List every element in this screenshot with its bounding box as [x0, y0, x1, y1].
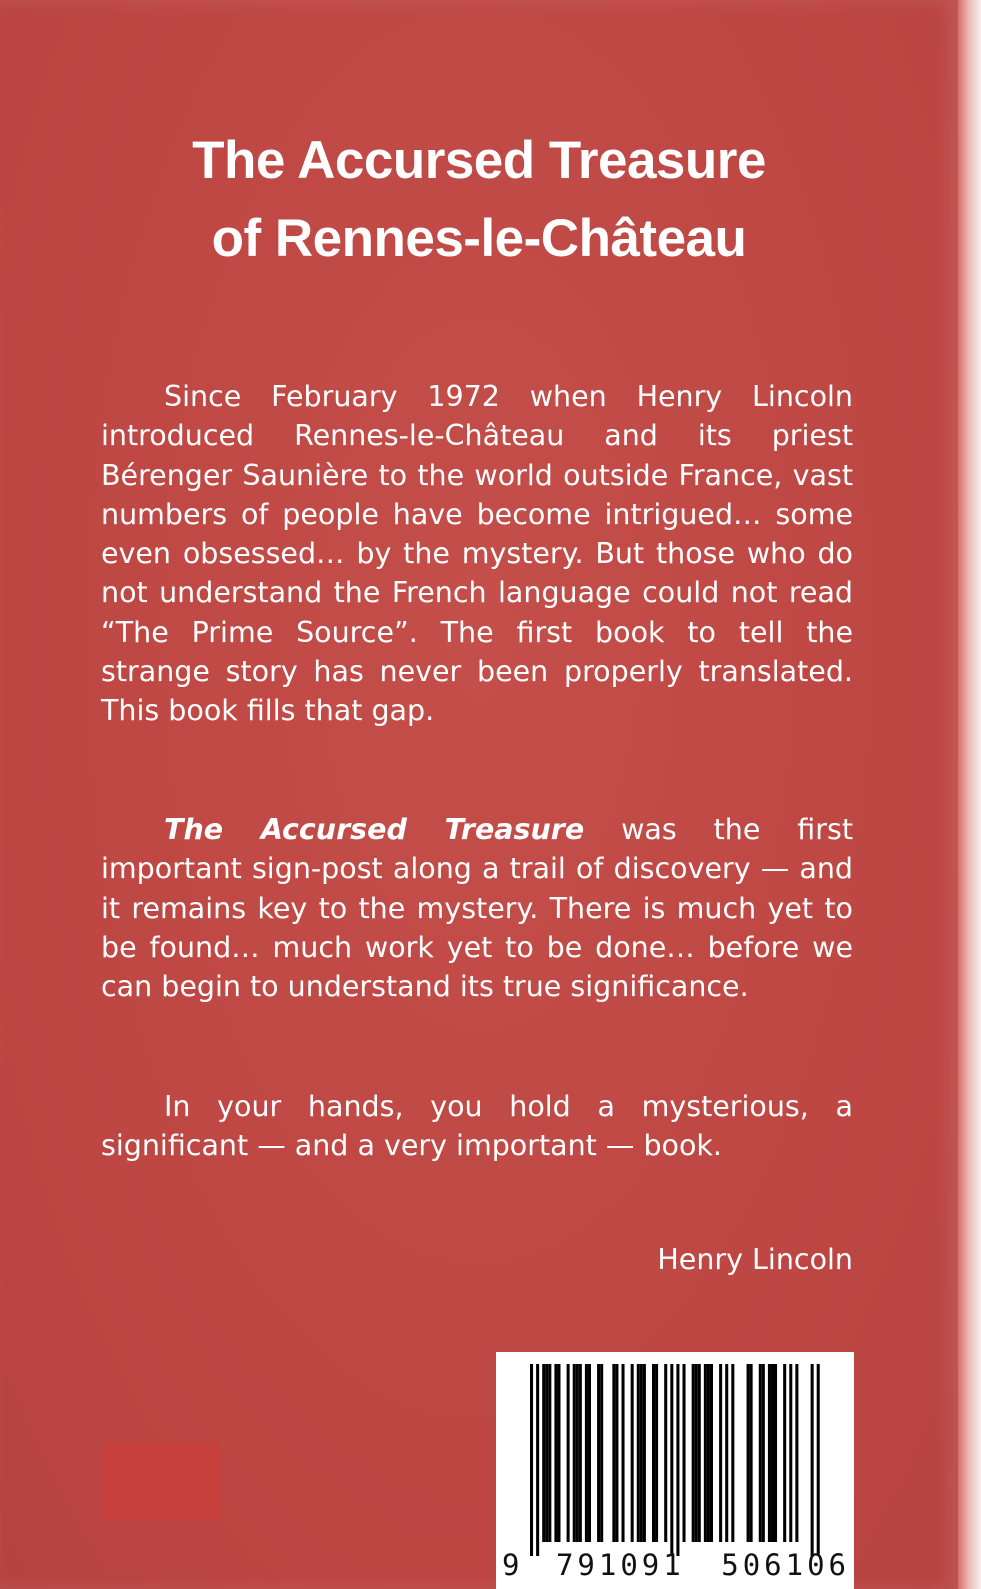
book-title-line-2: of Rennes-le-Château [211, 209, 747, 268]
barcode-bar [655, 1364, 658, 1542]
barcode-bar [676, 1364, 679, 1556]
barcode-bar [692, 1364, 695, 1542]
barcode-digit-group-2: 506106 [721, 1548, 850, 1582]
barcode-bar [783, 1364, 786, 1542]
barcode-bar [670, 1364, 673, 1556]
barcode-bar [542, 1364, 545, 1542]
page-edge [958, 0, 981, 1589]
barcode-bar [771, 1364, 774, 1542]
barcode-bar [536, 1364, 539, 1556]
barcode-bar [640, 1364, 643, 1542]
barcode-bar [631, 1364, 634, 1542]
blurb-paragraph-1: Since February 1972 when Henry Lincoln introduced Rennes-le-Château and its priest Bérenger Saunière to the world outside France, vast numbers of people have become intrigued… some even obsessed… by the mystery. But those who do not understand the French language could not read “The Prime Source”. The first book to tell the strange story has never been properly translated. This book fills that gap. [101, 380, 853, 728]
barcode-bar [643, 1364, 646, 1542]
barcode-bar [817, 1364, 820, 1556]
barcode-bar [789, 1364, 792, 1542]
barcode-bar [707, 1364, 710, 1542]
barcode-bar [664, 1364, 667, 1542]
barcode-digit-group-1: 791091 [555, 1548, 685, 1582]
barcode-bar [545, 1364, 548, 1542]
barcode-bar [747, 1364, 750, 1542]
barcode-bar [710, 1364, 713, 1542]
barcode-bar [548, 1364, 551, 1542]
barcode-bar [695, 1364, 698, 1542]
barcode-bar [597, 1364, 600, 1542]
barcode-bar [795, 1364, 798, 1542]
barcode-bar [573, 1364, 576, 1542]
barcode-bar [576, 1364, 579, 1542]
barcode-bar [554, 1364, 557, 1542]
barcode-number [502, 1548, 850, 1582]
isbn-barcode [496, 1352, 854, 1589]
barcode-bar [811, 1364, 814, 1556]
barcode-bar [719, 1364, 722, 1542]
barcode-bar [683, 1364, 686, 1542]
barcode-bar [759, 1364, 762, 1542]
author-signature: Henry Lincoln [657, 1243, 853, 1276]
barcode-bar [774, 1364, 777, 1542]
barcode-bar [567, 1364, 570, 1542]
barcode-bar [622, 1364, 625, 1542]
barcode-bar [704, 1364, 707, 1542]
barcode-bar [530, 1364, 533, 1556]
barcode-bar [731, 1364, 734, 1542]
barcode-bar [768, 1364, 771, 1542]
blurb-paragraph-3: In your hands, you hold a mysterious, a significant — and a very important — book. [101, 1090, 853, 1163]
barcode-bar [637, 1364, 640, 1542]
barcode-bar [612, 1364, 615, 1542]
blurb-paragraph-2-text: was the first important sign-post along a trail of discovery — and it remains key to the mystery. There is much yet to be found… much work yet to be done… before we can begin to understand its true significance. [101, 813, 854, 1004]
barcode-bar [725, 1364, 728, 1542]
barcode-bar [750, 1364, 753, 1542]
barcode-bar [762, 1364, 765, 1542]
blurb-paragraph-2 [101, 810, 853, 1006]
barcode-digit-first: 9 [502, 1548, 520, 1582]
barcode-bar [585, 1364, 588, 1542]
book-title-line-1: The Accursed Treasure [192, 131, 766, 190]
price-label-patch [101, 1443, 220, 1521]
barcode-bar [698, 1364, 701, 1542]
book-title-emphasis: The Accursed Treasure [164, 813, 585, 846]
barcode-bar [557, 1364, 560, 1542]
barcode-bar [600, 1364, 603, 1542]
barcode-bar [652, 1364, 655, 1542]
barcode-bar [615, 1364, 618, 1542]
barcode-bar [588, 1364, 591, 1542]
barcode-bar [579, 1364, 582, 1542]
